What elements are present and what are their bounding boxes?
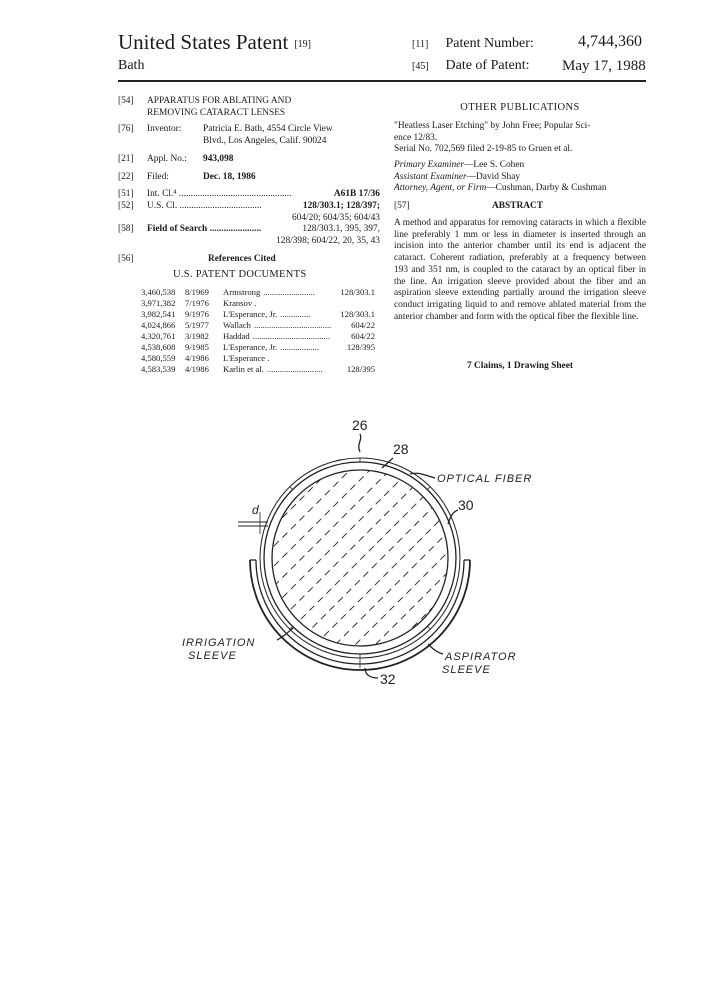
- reference-row: [141, 364, 375, 375]
- uscl-label: U.S. Cl. ...................................: [147, 201, 262, 211]
- publications: [394, 121, 646, 156]
- reference-row: [141, 298, 375, 309]
- reference-row: [141, 309, 375, 320]
- ref-name: [223, 298, 338, 309]
- ref-class: 128/395: [346, 364, 375, 374]
- attorney-value: —Cushman, Darby & Cushman: [486, 183, 607, 193]
- ref-number: 4,024,866: [141, 320, 176, 330]
- ref-name: [223, 320, 338, 331]
- ref-leader-dots: ..........................: [266, 364, 323, 374]
- appl-code: [21]: [118, 154, 134, 164]
- uscl-code: [52]: [118, 201, 134, 211]
- other-pubs-title: OTHER PUBLICATIONS: [460, 102, 580, 113]
- ref-date: 3/1982: [185, 331, 209, 341]
- refs-title: References Cited: [208, 254, 276, 264]
- references-table: [141, 287, 375, 375]
- label-optical-fiber: OPTICAL FIBER: [437, 473, 533, 485]
- ref-number: 4,583,539: [141, 364, 176, 374]
- search-value1: 128/303.1, 395, 397,: [302, 224, 380, 234]
- leader-aspirator: [428, 644, 443, 654]
- patent-number: 4,744,360: [578, 33, 642, 50]
- leader-26: [359, 434, 361, 452]
- irrigation-sleeve-outer: [260, 458, 460, 658]
- ref-name: [223, 287, 338, 298]
- ref-name: [223, 331, 338, 342]
- inventor-address: [203, 124, 333, 147]
- ref-32: 32: [380, 671, 396, 687]
- ref-number: 3,971,382: [141, 298, 176, 308]
- ref-date: 4/1986: [185, 364, 209, 374]
- ref-date: 9/1976: [185, 309, 209, 319]
- ref-28: 28: [393, 441, 409, 457]
- ref-leader-dots: ..................: [280, 342, 319, 352]
- invention-title-line1: APPARATUS FOR ABLATING AND: [147, 96, 292, 106]
- irrigation-sleeve-ring: [264, 462, 456, 654]
- patent-number-code: [11]: [412, 39, 429, 50]
- filed-code: [22]: [118, 172, 134, 182]
- abstract-heading: [394, 201, 646, 215]
- pub2: Serial No. 702,569 filed 2-19-85 to Gruen et al.: [394, 144, 573, 154]
- inventor-line2: Blvd., Los Angeles, Calif. 90024: [203, 135, 327, 146]
- field-inventor: [118, 124, 380, 150]
- filed-value: Dec. 18, 1986: [203, 172, 256, 182]
- ref-26: 26: [352, 417, 368, 433]
- field-references: [118, 254, 380, 284]
- search-label: Field of Search ......................: [147, 224, 262, 234]
- uscl-values: [292, 201, 380, 224]
- ref-date: 7/1976: [185, 298, 209, 308]
- assistant-label: Assistant Examiner: [394, 171, 467, 182]
- pub1-line2: ence 12/83.: [394, 132, 438, 143]
- primary-value: —Lee S. Cohen: [464, 160, 525, 170]
- ref-class: 604/22: [351, 320, 375, 330]
- ref-name: [223, 364, 338, 375]
- ref-name: [223, 309, 338, 320]
- date-label: Date of Patent:: [445, 58, 530, 73]
- date-row: [412, 58, 529, 74]
- refs-subtitle: U.S. PATENT DOCUMENTS: [173, 269, 307, 280]
- inventor-label: Inventor:: [147, 124, 182, 134]
- inventor-field-code: [76]: [118, 124, 134, 134]
- abstract-text: A method and apparatus for removing cataracts in which a flexible line preferably 1 mm or less in diameter is inserted through an incision into the anterior chamber until its end is adjacent the cataract. Coherent radiation, preferably at a frequency between 193 and 351 nm, is coupled to the cataract by an optical fiber in the line. An irrigation sleeve provided about the fiber and an aspiration sleeve extending partially around the irrigation sleeve conduct irrigating liquid to and remove ablated material from the anterior chamber and form with the optical fiber the flexible line.: [394, 218, 646, 322]
- patent-date: May 17, 1988: [562, 58, 646, 74]
- ref-inventor: Armstrong: [223, 287, 261, 297]
- ref-class: 128/303.1: [340, 309, 375, 319]
- examiners: [394, 160, 646, 195]
- ref-date: 5/1977: [185, 320, 209, 330]
- ref-inventor: L'Esperance, Jr.: [223, 309, 278, 319]
- title-code: [19]: [294, 38, 311, 50]
- ref-leader-dots: ........................: [263, 287, 315, 297]
- ref-30: 30: [458, 497, 474, 513]
- ref-class: [338, 298, 375, 309]
- ref-inventor: Wallach: [223, 320, 251, 330]
- primary-examiner: [394, 160, 646, 172]
- reference-row: [141, 353, 375, 364]
- ref-inventor: L'Esperance .: [223, 353, 270, 363]
- intcl-value: A61B 17/36: [333, 189, 380, 199]
- label-aspirator-1: ASPIRATOR: [445, 651, 517, 663]
- pub1-line1: "Heatless Laser Etching" by John Free; Popular Sci-: [394, 121, 591, 131]
- ref-inventor: Haddad: [223, 331, 250, 341]
- ref-leader-dots: ..............: [280, 309, 311, 319]
- reference-row: [141, 342, 375, 353]
- intcl-label: Int. Cl.⁴ ................................................: [147, 189, 292, 199]
- inventor-line1: Patricia E. Bath, 4554 Circle View: [203, 124, 333, 134]
- invention-title-line2: REMOVING CATARACT LENSES: [147, 107, 286, 118]
- uscl-value2: 604/20; 604/35; 604/43: [291, 212, 380, 223]
- ref-leader-dots: ....................................: [252, 331, 331, 341]
- ref-number: 4,580,559: [141, 353, 176, 363]
- label-irrigation-2: SLEEVE: [188, 650, 237, 662]
- label-aspirator-2: SLEEVE: [442, 664, 491, 676]
- reference-row: [141, 287, 375, 298]
- ref-name: [223, 353, 338, 364]
- patent-number-label: Patent Number:: [445, 36, 534, 51]
- search-value2: 128/398; 604/22, 20, 35, 43: [276, 235, 380, 246]
- search-values: [276, 224, 380, 247]
- ref-date: 9/1985: [185, 342, 209, 352]
- filed-label: Filed:: [147, 172, 169, 182]
- uscl-value1: 128/303.1; 128/397;: [302, 201, 380, 211]
- inventor-surname: Bath: [118, 58, 145, 73]
- claims-summary: 7 Claims, 1 Drawing Sheet: [467, 361, 573, 371]
- abstract-title: ABSTRACT: [492, 201, 544, 211]
- patent-number-row: [412, 36, 534, 52]
- abstract-code: [57]: [394, 201, 410, 211]
- ref-number: 3,460,538: [141, 287, 176, 297]
- assistant-value: —David Shay: [466, 171, 521, 182]
- title-text: United States Patent: [118, 30, 289, 54]
- field-search: [118, 224, 380, 248]
- invention-title: [147, 96, 291, 119]
- cataract-device-figure: [160, 400, 560, 700]
- ref-inventor: Karlin et al.: [223, 364, 264, 374]
- ref-number: 4,538,608: [141, 342, 176, 352]
- ref-class: 128/303.1: [340, 287, 375, 297]
- field-filed: [118, 172, 380, 184]
- reference-row: [141, 320, 375, 331]
- search-code: [58]: [118, 224, 134, 234]
- field-int-cl: [118, 189, 380, 201]
- ref-class: [338, 353, 375, 364]
- ref-inventor: Kransov .: [223, 298, 257, 308]
- attorney: [394, 183, 646, 195]
- patent-office-title: [118, 30, 324, 55]
- appl-value: 943,098: [203, 154, 234, 164]
- ref-class: 604/22: [351, 331, 375, 341]
- field-us-cl: [118, 201, 380, 225]
- attorney-label: Attorney, Agent, or Firm: [394, 183, 487, 193]
- field-appl-no: [118, 154, 380, 166]
- ref-date: 4/1986: [185, 353, 209, 363]
- label-irrigation-1: IRRIGATION: [182, 637, 256, 649]
- appl-label: Appl. No.:: [147, 154, 187, 164]
- ref-inventor: L'Esperance, Jr.: [223, 342, 278, 352]
- ref-date: 8/1969: [185, 287, 209, 297]
- title-field-code: [54]: [118, 96, 134, 106]
- intcl-code: [51]: [118, 189, 134, 199]
- ref-d: d: [252, 503, 259, 517]
- ref-leader-dots: ....................................: [253, 320, 332, 330]
- primary-label: Primary Examiner: [394, 160, 465, 170]
- leader-optical-fiber: [410, 473, 435, 478]
- ref-class: 128/395: [346, 342, 375, 352]
- reference-row: [141, 331, 375, 342]
- date-code: [45]: [412, 61, 429, 72]
- ref-number: 3,982,541: [141, 309, 176, 319]
- refs-code: [56]: [118, 254, 134, 264]
- ref-name: [223, 342, 338, 353]
- ref-number: 4,320,761: [141, 331, 176, 341]
- header-divider: [118, 80, 646, 82]
- assistant-examiner: [394, 172, 646, 184]
